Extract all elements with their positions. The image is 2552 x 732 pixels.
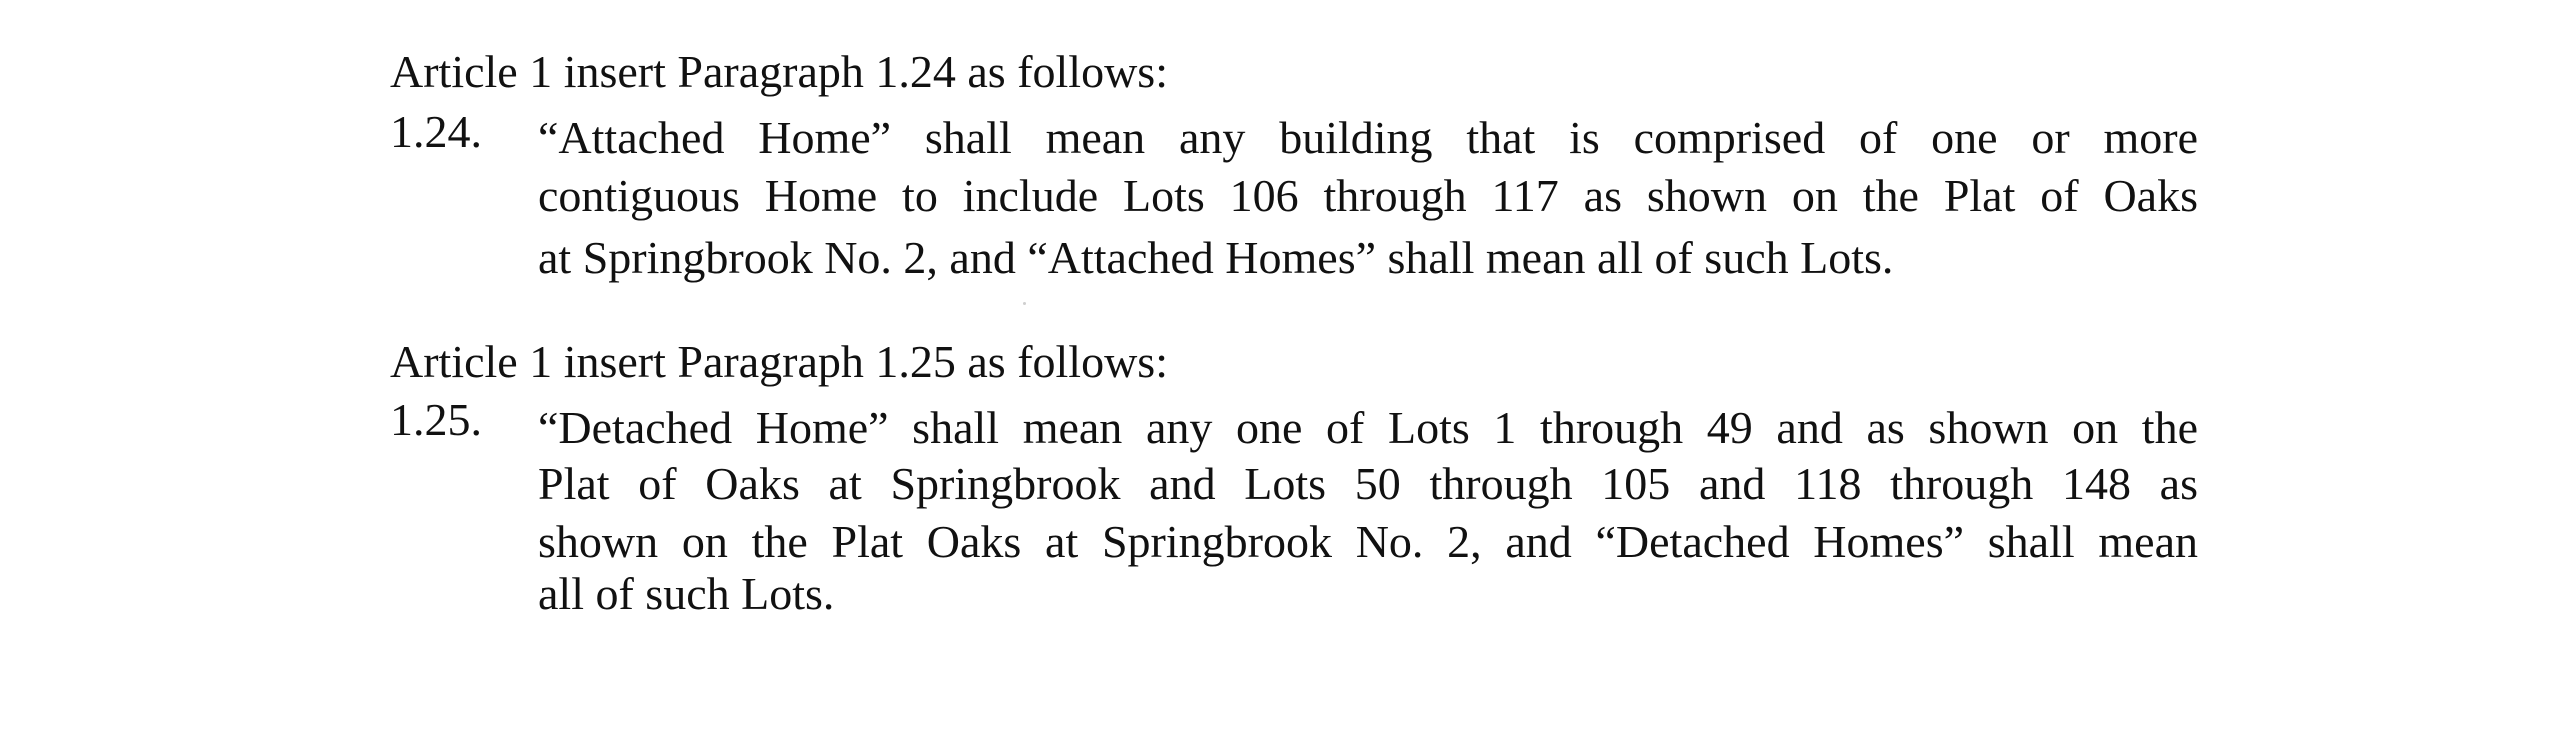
paragraph-number-1-24: 1.24. [390, 106, 482, 157]
section-heading-1-25: Article 1 insert Paragraph 1.25 as follows: [390, 336, 1168, 387]
paragraph-1-25-line-2: Plat of Oaks at Springbrook and Lots 50 through 105 and 118 through 148 as [538, 458, 2198, 509]
paragraph-1-24-line-1: “Attached Home” shall mean any building that is comprised of one or more [538, 112, 2198, 163]
paragraph-1-25-line-1: “Detached Home” shall mean any one of Lots 1 through 49 and as shown on the [538, 402, 2198, 453]
section-heading-1-24: Article 1 insert Paragraph 1.24 as follows: [390, 46, 1168, 97]
paragraph-1-25-line-4: all of such Lots. [538, 568, 835, 619]
paragraph-1-24-line-2: contiguous Home to include Lots 106 through 117 as shown on the Plat of Oaks [538, 170, 2198, 221]
paragraph-1-25-line-3: shown on the Plat Oaks at Springbrook No. 2, and “Detached Homes” shall mean [538, 516, 2198, 567]
paragraph-1-24-line-3: at Springbrook No. 2, and “Attached Homes” shall mean all of such Lots. [538, 232, 1894, 283]
scan-speck [1023, 302, 1026, 305]
paragraph-number-1-25: 1.25. [390, 394, 482, 445]
